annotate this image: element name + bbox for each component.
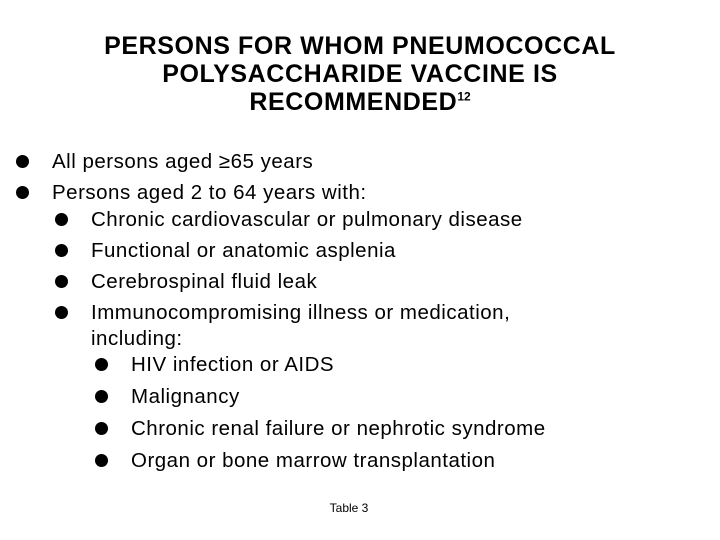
- bullet-dot-icon: [16, 155, 29, 168]
- subcondition-transplant: Organ or bone marrow transplantation: [131, 449, 496, 472]
- bullet-dot-icon: [16, 186, 29, 199]
- bullet-dot-icon: [55, 306, 68, 319]
- bullet-dot-icon: [55, 244, 68, 257]
- bullet-dot-icon: [55, 213, 68, 226]
- bullet-item-persons-2-64: Persons aged 2 to 64 years with:: [52, 181, 367, 204]
- bullet-dot-icon: [95, 358, 108, 371]
- condition-csf-leak: Cerebrospinal fluid leak: [91, 270, 318, 293]
- bullet-item-all-persons: All persons aged ≥65 years: [52, 150, 314, 173]
- condition-immunocompromising: Immunocompromising illness or medication,: [91, 301, 511, 324]
- subcondition-renal: Chronic renal failure or nephrotic syndrome: [131, 417, 546, 440]
- reference-superscript: 12: [457, 89, 471, 104]
- title-line-1: PERSONS FOR WHOM PNEUMOCOCCAL: [104, 32, 616, 60]
- bullet-dot-icon: [95, 390, 108, 403]
- bullet-dot-icon: [95, 454, 108, 467]
- subcondition-hiv: HIV infection or AIDS: [131, 353, 335, 376]
- title-line-3: [0, 88, 720, 117]
- subcondition-malignancy: Malignancy: [131, 385, 240, 408]
- bullet-dot-icon: [55, 275, 68, 288]
- title-text: RECOMMENDED: [249, 88, 458, 116]
- title-line-2: POLYSACCHARIDE VACCINE IS: [162, 60, 558, 88]
- table-caption: Table 3: [329, 501, 369, 515]
- condition-cardiovascular: Chronic cardiovascular or pulmonary disease: [91, 208, 523, 231]
- condition-asplenia: Functional or anatomic asplenia: [91, 239, 396, 262]
- condition-immunocompromising-continued: including:: [91, 327, 183, 350]
- bullet-dot-icon: [95, 422, 108, 435]
